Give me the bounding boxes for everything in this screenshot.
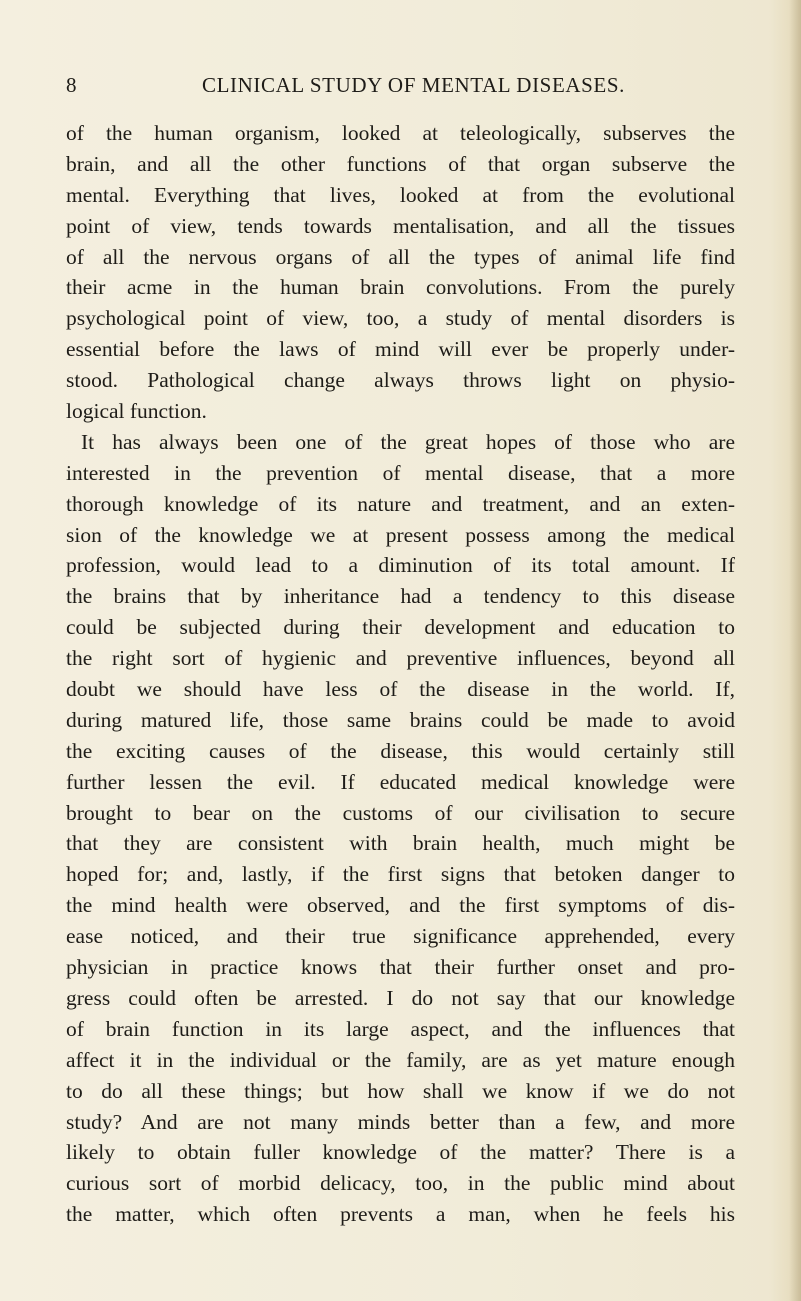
running-title: CLINICAL STUDY OF MENTAL DISEASES. (202, 73, 625, 97)
text-line: essential before the laws of mind will ever be properly under- (66, 337, 735, 362)
text-line: the matter, which often prevents a man, when he feels his (66, 1202, 735, 1227)
text-line: stood. Pathological change always throws light on physio- (66, 368, 735, 393)
text-line: doubt we should have less of the disease in the world. If, (66, 677, 735, 702)
text-line: the brains that by inheritance had a tendency to this disease (66, 584, 735, 609)
text-line: that they are consistent with brain health, much might be (66, 831, 735, 856)
text-line: brain, and all the other functions of that organ subserve the (66, 151, 735, 176)
text-line: further lessen the evil. If educated medical knowledge were (66, 769, 735, 794)
text-line: hoped for; and, lastly, if the first signs that betoken danger to (66, 862, 735, 887)
text-line: could be subjected during their development and education to (66, 615, 735, 640)
text-line: ease noticed, and their true significance apprehended, every (66, 924, 735, 949)
text-line: to do all these things; but how shall we know if we do not (66, 1078, 735, 1103)
text-line: likely to obtain fuller knowledge of the matter? There is a (66, 1140, 735, 1165)
text-line: interested in the prevention of mental disease, that a more (66, 460, 735, 485)
text-line: affect it in the individual or the family, are as yet mature enough (66, 1047, 735, 1072)
text-line: logical function. (66, 399, 207, 424)
text-line: brought to bear on the customs of our civilisation to secure (66, 800, 735, 825)
text-line: of brain function in its large aspect, and the influences that (66, 1016, 735, 1041)
text-line: study? And are not many minds better than a few, and more (66, 1109, 735, 1134)
text-line: the exciting causes of the disease, this would certainly still (66, 738, 735, 763)
text-line: It has always been one of the great hopes of those who are (81, 429, 735, 454)
page-number: 8 (66, 73, 78, 97)
text-line: point of view, tends towards mentalisation, and all the tissues (66, 213, 735, 238)
running-head (66, 73, 626, 107)
text-line: mental. Everything that lives, looked at from the evolutional (66, 182, 735, 207)
text-line: their acme in the human brain convolutions. From the purely (66, 275, 735, 300)
text-line: curious sort of morbid delicacy, too, in the public mind about (66, 1171, 735, 1196)
body-text (66, 118, 735, 1230)
text-line: thorough knowledge of its nature and treatment, and an exten- (66, 491, 735, 516)
text-line: gress could often be arrested. I do not say that our knowledge (66, 985, 735, 1010)
page-edge-shadow (789, 0, 801, 1301)
text-line: sion of the knowledge we at present possess among the medical (66, 522, 735, 547)
text-line: physician in practice knows that their further onset and pro- (66, 955, 735, 980)
text-line: profession, would lead to a diminution of its total amount. If (66, 553, 735, 578)
text-line: psychological point of view, too, a study of mental disorders is (66, 306, 735, 331)
text-line: during matured life, those same brains could be made to avoid (66, 707, 735, 732)
text-line: the right sort of hygienic and preventive influences, beyond all (66, 646, 735, 671)
text-line: the mind health were observed, and the first symptoms of dis- (66, 893, 735, 918)
text-line: of all the nervous organs of all the types of animal life find (66, 244, 735, 269)
text-line: of the human organism, looked at teleologically, subserves the (66, 121, 735, 145)
